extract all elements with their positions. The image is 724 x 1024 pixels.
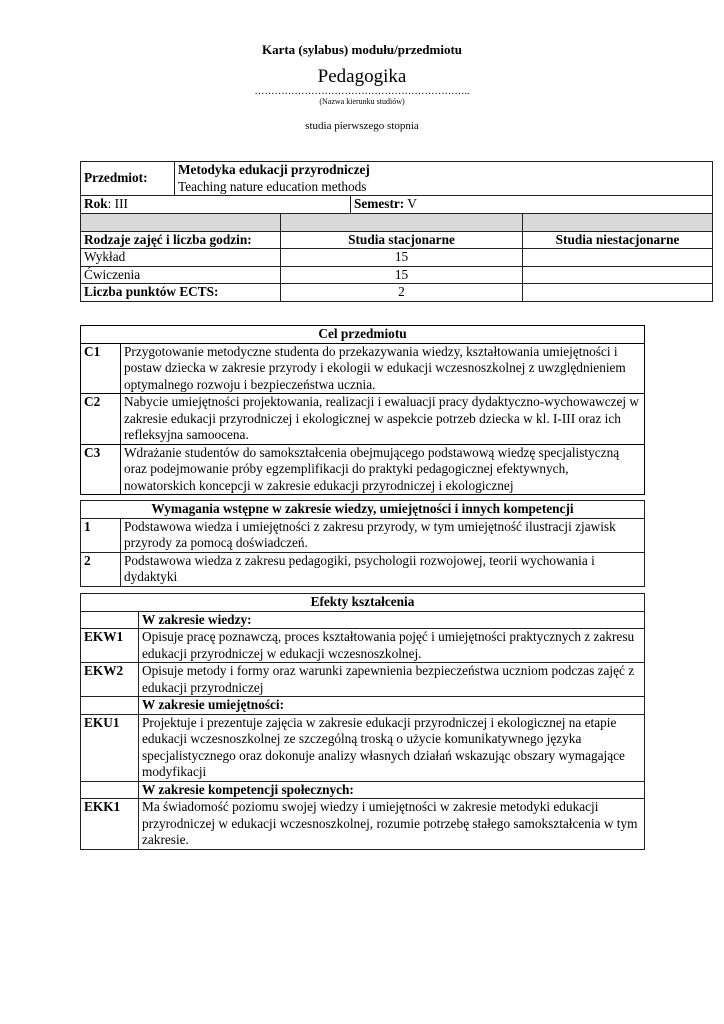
subject-label: Przedmiot:	[81, 162, 175, 196]
empty-code-cell	[81, 697, 139, 715]
course-info-table	[80, 161, 713, 302]
semester-value: V	[404, 196, 417, 211]
subject-name-cell	[175, 162, 713, 196]
knowledge-heading: W zakresie wiedzy:	[139, 611, 645, 629]
gray-spacer	[281, 213, 523, 231]
extramural-header: Studia niestacjonarne	[523, 231, 713, 249]
ects-label: Liczba punktów ECTS:	[81, 284, 281, 302]
goal-text: Wdrażanie studentów do samokształcenia obejmującego podstawową wiedzę specjalistyczną oraz podejmowanie próby egzemplifikacji do praktyki pedagogicznej efektywnych, nowatorskich koncepcji w zakresie edukacji przyrodniczej i ekologicznej	[121, 444, 645, 495]
outcome-code: EKU1	[81, 714, 139, 781]
lecture-stationary: 15	[281, 249, 523, 267]
study-level: studia pierwszego stopnia	[305, 120, 419, 132]
exercises-stationary: 15	[281, 266, 523, 284]
outcomes-table	[80, 593, 645, 850]
goal-code: C1	[81, 343, 121, 394]
goal-text: Przygotowanie metodyczne studenta do przekazywania wiedzy, kształtowania umiejętności i postaw dziecka w zakresie przyrody i ekologii w edukacji wczesnoszkolnej z uwzględnieniem optymalnego rozwoju i bezpieczeństwa ucznia.	[121, 343, 645, 394]
field-of-study: Pedagogika	[317, 66, 407, 87]
hours-header: Rodzaje zajęć i liczba godzin:	[81, 231, 281, 249]
document-title: Karta (sylabus) modułu/przedmiotu	[261, 42, 463, 57]
outcome-text: Projektuje i prezentuje zajęcia w zakresie edukacji przyrodniczej i ekologicznej na etapie edukacji wczesnoszkolnej ze szczególną troską o użycie komunikatywnego języka specjalistycznego oraz dokonuje analizy własnych działań wskazując obszary wymagające modyfikacji	[139, 714, 645, 781]
outcome-text: Opisuje pracę poznawczą, proces kształtowania pojęć i umiejętności praktycznych z zakresu edukacji przyrodniczej w edukacji wczesnoszkolnej.	[139, 629, 645, 663]
semester-label: Semestr:	[354, 196, 405, 211]
outcome-code: EKK1	[81, 799, 139, 850]
field-dots: ………………………………………………………..	[254, 86, 470, 97]
year-value: : III	[107, 196, 128, 211]
empty-code-cell	[81, 611, 139, 629]
outcome-text: Ma świadomość poziomu swojej wiedzy i umiejętności w zakresie metodyki edukacji przyrodniczej w edukacji wczesnoszkolnej, rozumie potrzebę stałego samokształcenia w tym zakresie.	[139, 799, 645, 850]
year-cell	[81, 196, 351, 214]
outcome-code: EKW1	[81, 629, 139, 663]
requirement-text: Podstawowa wiedza z zakresu pedagogiki, psychologii rozwojowej, teorii wychowania i dydaktyki	[121, 552, 645, 586]
goal-code: C3	[81, 444, 121, 495]
goals-heading: Cel przedmiotu	[81, 326, 645, 344]
outcomes-heading: Efekty kształcenia	[81, 594, 645, 612]
skills-heading: W zakresie umiejętności:	[139, 697, 645, 715]
semester-cell	[351, 196, 713, 214]
ects-value: 2	[281, 284, 523, 302]
exercises-label: Ćwiczenia	[81, 266, 281, 284]
lecture-extramural	[523, 249, 713, 267]
subject-name-pl: Metodyka edukacji przyrodniczej	[178, 162, 370, 177]
requirements-heading: Wymagania wstępne w zakresie wiedzy, umiejętności i innych kompetencji	[81, 501, 645, 519]
empty-code-cell	[81, 781, 139, 799]
gray-spacer	[81, 213, 281, 231]
goal-text: Nabycie umiejętności projektowania, realizacji i ewaluacji pracy dydaktyczno-wychowawczej w zakresie edukacji przyrodniczej i ekologicznej w aspekcie potrzeb dziecka w kl. I-III oraz ich refleksyjna samoocena.	[121, 394, 645, 445]
goal-code: C2	[81, 394, 121, 445]
lecture-label: Wykład	[81, 249, 281, 267]
year-label: Rok	[84, 196, 108, 211]
requirement-code: 1	[81, 518, 121, 552]
outcome-code: EKW2	[81, 663, 139, 697]
exercises-extramural	[523, 266, 713, 284]
gray-spacer	[523, 213, 713, 231]
stationary-header: Studia stacjonarne	[281, 231, 523, 249]
field-note: (Nazwa kierunku studiów)	[319, 97, 405, 106]
requirement-text: Podstawowa wiedza i umiejętności z zakresu przyrody, w tym umiejętność ilustracji zjawisk przyrody za pomocą doświadczeń.	[121, 518, 645, 552]
subject-name-en: Teaching nature education methods	[178, 178, 367, 194]
requirement-code: 2	[81, 552, 121, 586]
requirements-table	[80, 500, 645, 587]
outcome-text: Opisuje metody i formy oraz warunki zapewnienia bezpieczeństwa uczniom podczas zajęć z edukacji przyrodniczej	[139, 663, 645, 697]
ects-extramural	[523, 284, 713, 302]
social-heading: W zakresie kompetencji społecznych:	[139, 781, 645, 799]
goals-table	[80, 325, 645, 495]
